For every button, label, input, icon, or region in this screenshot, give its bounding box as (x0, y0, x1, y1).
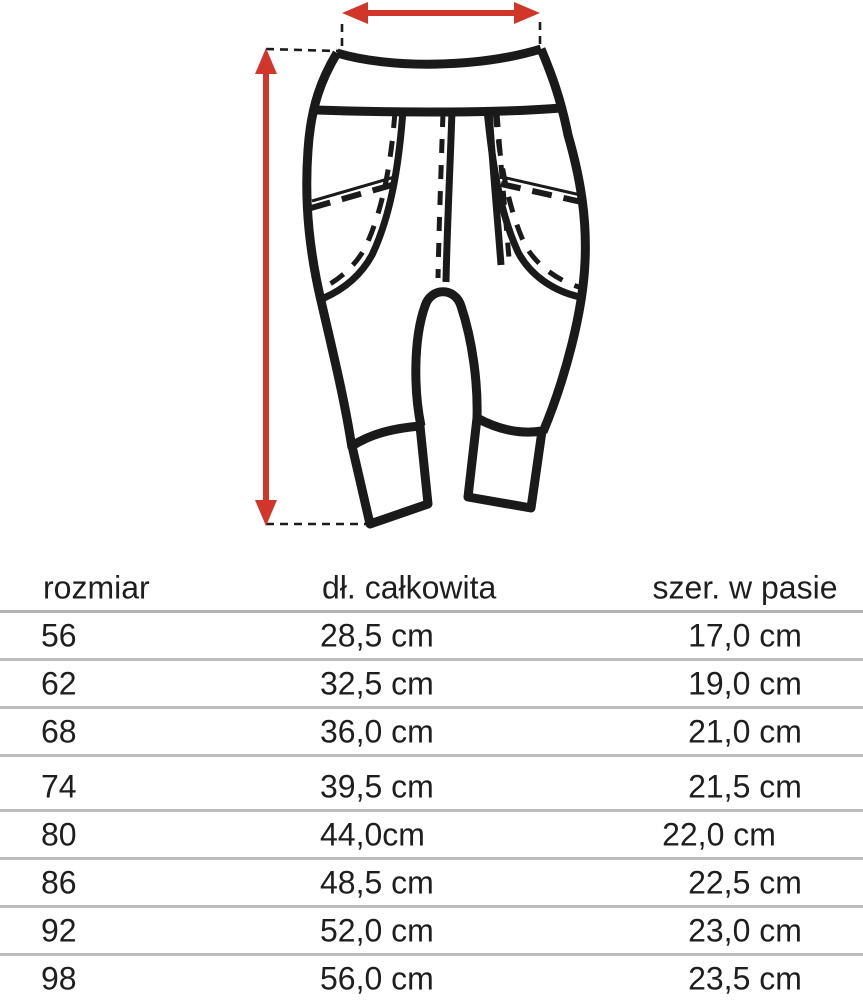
table-row-98 (0, 956, 863, 1000)
waist-value: 22,5 cm (688, 864, 802, 900)
size-value: 56 (41, 617, 77, 653)
size-value: 62 (41, 665, 77, 701)
guide-dashed-waist-left (266, 49, 338, 51)
size-value: 98 (41, 960, 77, 996)
waistband-bottom-seam (316, 108, 561, 112)
waist-value: 23,0 cm (688, 912, 802, 948)
size-value: 74 (41, 768, 77, 804)
left-cuff (352, 426, 428, 524)
length-value: 44,0cm (320, 816, 425, 852)
length-value: 32,5 cm (320, 665, 434, 701)
table-row-62 (0, 661, 863, 709)
center-left-stitching (438, 113, 443, 278)
left-pocket-stitching (321, 112, 395, 289)
table-row-74 (0, 764, 863, 812)
total-length-arrow (255, 48, 277, 526)
left-pocket-seam (324, 110, 403, 298)
col-header-waist: szer. w pasie (652, 569, 838, 605)
size-value: 68 (41, 713, 77, 749)
pants-seams (311, 109, 586, 298)
waist-width-arrow (342, 2, 540, 24)
col-header-size: rozmiar (43, 569, 150, 605)
col-header-length: dł. całkowita (322, 569, 497, 605)
waist-value: 19,0 cm (688, 665, 802, 701)
length-value: 36,0 cm (320, 713, 434, 749)
table-row-86 (0, 860, 863, 908)
waist-value: 21,5 cm (688, 768, 802, 804)
size-value: 80 (41, 816, 77, 852)
table-row-68 (0, 709, 863, 757)
table-row-80 (0, 812, 863, 860)
waist-value: 22,0 cm (662, 816, 776, 852)
table-row-56 (0, 613, 863, 661)
length-value: 52,0 cm (320, 912, 434, 948)
right-cuff (468, 418, 542, 508)
inner-legs-crotch (416, 292, 477, 426)
center-left-seam (446, 111, 452, 282)
length-value: 48,5 cm (320, 864, 434, 900)
table-row-92 (0, 908, 863, 956)
waist-value: 23,5 cm (688, 960, 802, 996)
waist-value: 21,0 cm (688, 713, 802, 749)
waist-value: 17,0 cm (688, 617, 802, 653)
table-header-row (0, 565, 863, 613)
size-value: 92 (41, 912, 77, 948)
size-value: 86 (41, 864, 77, 900)
length-value: 28,5 cm (320, 617, 434, 653)
waistband-top-edge (337, 49, 541, 64)
length-value: 56,0 cm (320, 960, 434, 996)
size-table (0, 565, 863, 1000)
length-value: 39,5 cm (320, 768, 434, 804)
